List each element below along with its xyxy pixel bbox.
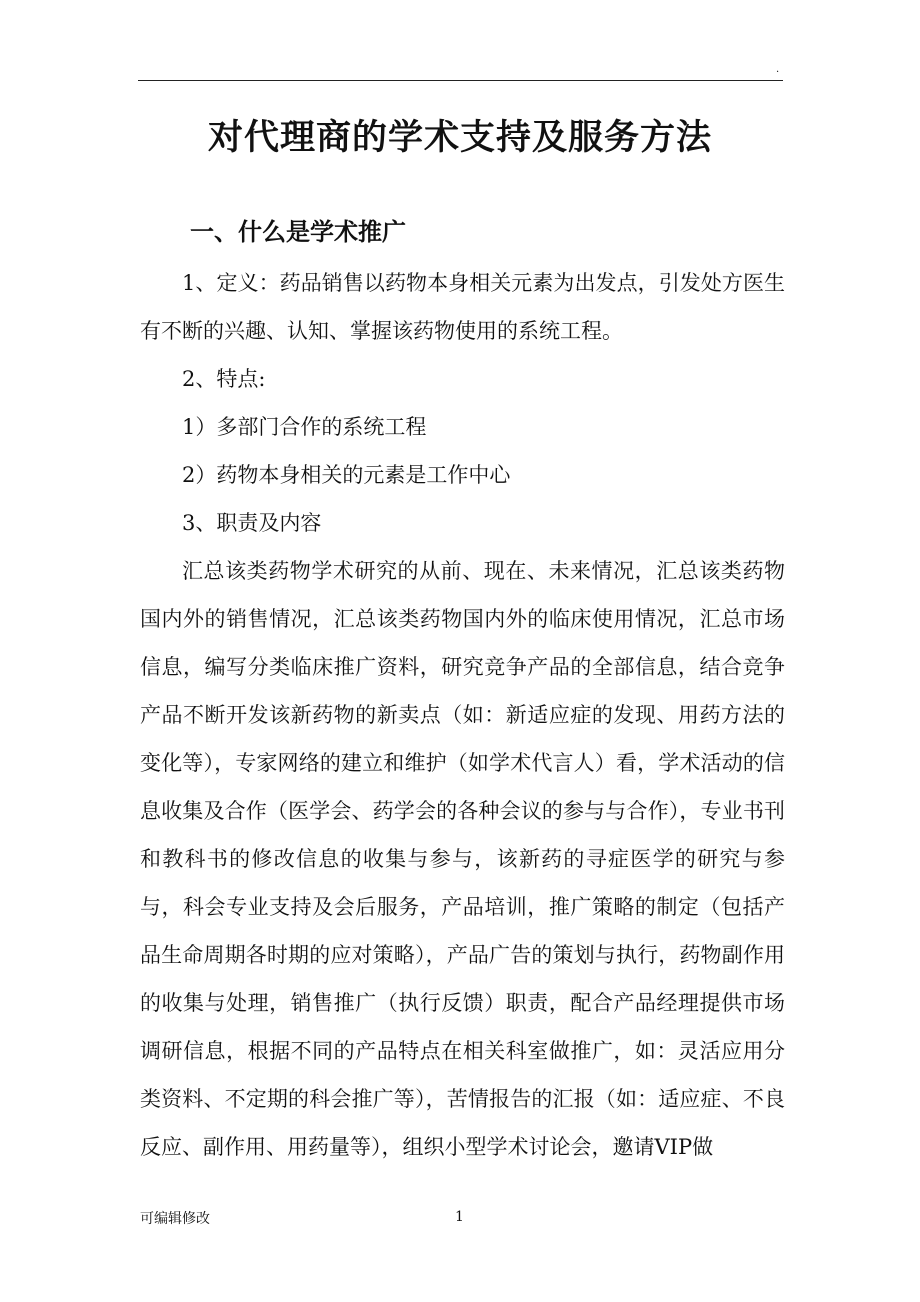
paragraph-definition: 1、定义：药品销售以药物本身相关元素为出发点，引发处方医生有不断的兴趣、认知、掌握该药物使用的系统工程。 (140, 271, 785, 343)
footer-page-number: 1 (455, 1209, 464, 1225)
paragraph-duties-heading: 3、职责及内容 (182, 511, 322, 535)
footer-editable-note: 可编辑修改 (140, 1211, 210, 1227)
paragraph-feature-1: 1）多部门合作的系统工程 (182, 415, 427, 439)
document-title: 对代理商的学术支持及服务方法 (207, 117, 712, 158)
section-heading: 一、什么是学术推广 (190, 217, 406, 246)
header-rule (138, 80, 783, 81)
paragraph-features: 2、特点: (182, 367, 266, 391)
paragraph-duties-body: 汇总该类药物学术研究的从前、现在、未来情况，汇总该类药物国内外的销售情况，汇总该类药物国内外的临床使用情况，汇总市场信息，编写分类临床推广资料，研究竞争产品的全部信息，结合竞争产品不断开发该新药物的新卖点（如：新适应症的发现、用药方法的变化等），专家网络的建立和维护（如学术代言人）看，学术活动的信息收集及合作（医学会、药学会的各种会议的参与与合作），专业书刊和教科书的修改信息的收集与参与，该新药的寻症医学的研究与参与，科会专业支持及会后服务，产品培训，推广策略的制定（包括产品生命周期各时期的应对策略），产品广告的策划与执行，药物副作用的收集与处理，销售推广（执行反馈）职责，配合产品经理提供市场调研信息，根据不同的产品特点在相关科室做推广，如：灵活应用分类资料、不定期的科会推广等），苦情报告的汇报（如：适应症、不良反应、副作用、用药量等），组织小型学术讨论会，邀请VIP做 (140, 559, 785, 1159)
paragraph-feature-2: 2）药物本身相关的元素是工作中心 (182, 463, 511, 487)
header-mark: . (776, 64, 780, 75)
